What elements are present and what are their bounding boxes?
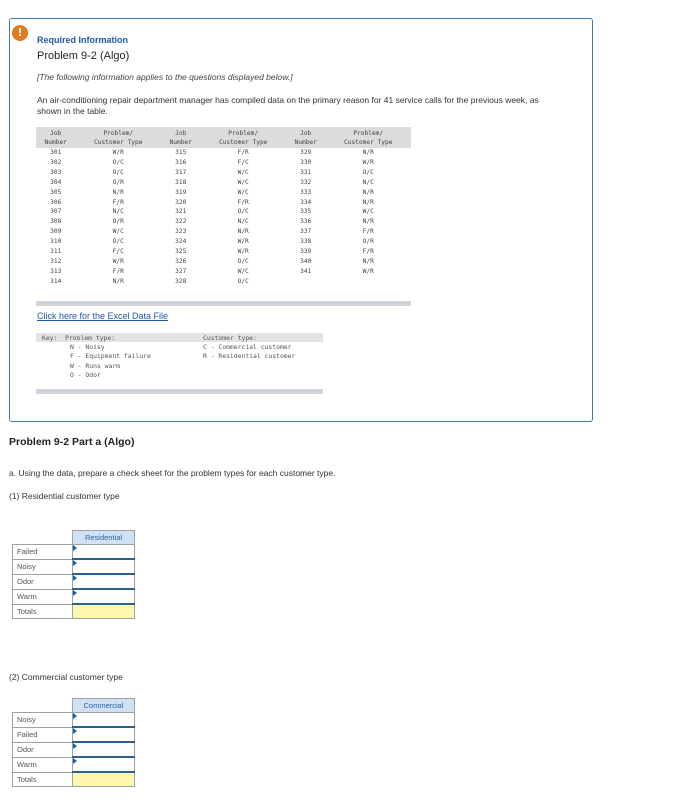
problem-customer-cell: N/R [362,188,374,196]
row-label-failed: Failed [13,727,73,742]
job-number-cell: 319 [175,188,187,196]
problem-customer-cell: N/R [362,257,374,265]
residential-totals-cell [73,604,135,619]
excel-data-file-link[interactable]: Click here for the Excel Data File [37,311,169,321]
service-calls-table-panel [36,127,411,297]
job-number-cell: 302 [50,158,62,166]
job-number-cell: 331 [300,168,312,176]
problem-customer-cell: O/C [362,168,374,176]
job-number-cell: 323 [175,228,187,236]
table-row [13,604,135,619]
table-row [36,267,411,277]
key-customer-residential: R - Residential customer [203,352,296,360]
job-number-cell: 305 [50,188,62,196]
residential-check-sheet [12,530,135,619]
job-number-cell: 304 [50,178,62,186]
job-number-cell: 335 [300,208,312,216]
table-row [36,217,411,227]
col-header: Job Number [36,127,75,148]
row-label-totals: Totals [13,772,73,787]
job-number-cell: 321 [175,208,187,216]
row-label-noisy: Noisy [13,559,73,574]
applies-note: [The following information applies to the questions displayed below.] [37,72,293,82]
table-row [36,277,411,287]
table-row [13,559,135,574]
key-problem-heading: Key: Problem type: [42,334,116,342]
problem-customer-cell: W/R [237,248,249,256]
table-row [36,198,411,208]
problem-customer-cell: W/R [362,267,374,275]
table-row [36,257,411,267]
job-number-cell: 307 [50,208,62,216]
problem-customer-cell: F/R [362,248,374,256]
problem-title: Problem 9-2 (Algo) [37,50,130,62]
job-number-cell [286,277,325,287]
job-number-cell: 303 [50,168,62,176]
job-number-cell: 337 [300,228,312,236]
job-number-cell: 322 [175,218,187,226]
problem-customer-cell [325,277,411,287]
problem-customer-cell: W/C [237,267,249,275]
problem-customer-cell: O/C [112,158,124,166]
job-number-cell: 325 [175,248,187,256]
problem-customer-cell: N/R [362,218,374,226]
problem-customer-cell: W/R [362,158,374,166]
job-number-cell: 330 [300,158,312,166]
job-number-cell: 334 [300,198,312,206]
commercial-failed-input[interactable] [73,727,135,742]
job-number-cell: 332 [300,178,312,186]
job-number-cell: 333 [300,188,312,196]
job-number-cell: 336 [300,218,312,226]
table-row [13,589,135,604]
part-title: Problem 9-2 Part a (Algo) [9,436,135,448]
job-number-cell: 328 [175,277,187,285]
job-number-cell: 324 [175,238,187,246]
job-number-cell: 312 [50,257,62,265]
commercial-header: Commercial [73,699,135,713]
table-row [36,188,411,198]
table-row [36,207,411,217]
row-label-warm: Warm [13,757,73,772]
problem-customer-cell: W/R [112,149,124,156]
residential-odor-input[interactable] [73,574,135,589]
sheet-header-row [13,531,135,545]
problem-customer-cell: W/C [237,168,249,176]
commercial-odor-input[interactable] [73,742,135,757]
job-number-cell: 311 [50,248,62,256]
job-number-cell: 313 [50,267,62,275]
table-row [36,227,411,237]
problem-customer-cell: O/R [112,218,124,226]
job-number-cell: 315 [175,149,187,156]
key-problem-failure: F - Equipment failure [70,352,151,360]
table-row [13,574,135,589]
row-label-odor: Odor [13,742,73,757]
key-footer-bar [36,389,323,394]
problem-customer-cell: W/R [237,238,249,246]
problem-customer-cell: O/C [237,277,249,285]
job-number-cell: 301 [50,149,62,156]
problem-customer-cell: O/C [112,238,124,246]
problem-customer-cell: F/R [112,198,124,206]
job-number-cell: 318 [175,178,187,186]
problem-customer-cell: W/C [237,178,249,186]
col-header: Job Number [161,127,200,148]
problem-customer-cell: N/C [362,178,374,186]
table-row [13,727,135,742]
table-row [13,545,135,560]
problem-customer-cell: O/R [362,238,374,246]
table-row [36,237,411,247]
job-number-cell: 339 [300,248,312,256]
job-number-cell: 338 [300,238,312,246]
problem-customer-cell: N/C [237,218,249,226]
col-header: Job Number [286,127,325,148]
problem-customer-cell: F/R [237,198,249,206]
job-number-cell: 317 [175,168,187,176]
table-row [13,742,135,757]
table-row [36,168,411,178]
problem-customer-cell: O/C [112,168,124,176]
table-row [13,772,135,787]
problem-customer-cell: O/R [112,178,124,186]
col-header: Problem/ Customer Type [325,127,411,148]
residential-failed-input[interactable] [73,545,135,560]
col-header: Problem/ Customer Type [200,127,286,148]
table-row [36,158,411,168]
row-label-failed: Failed [13,545,73,560]
key-panel [36,333,323,389]
job-number-cell: 310 [50,238,62,246]
problem-customer-cell: N/R [362,198,374,206]
intro-text: An air-conditioning repair department manager has compiled data on the primary reason for 41 service calls for the previous week, as shown in the table. [37,95,539,116]
table-row [36,148,411,158]
sheet-header-row [13,699,135,713]
table-row [13,713,135,728]
problem-customer-cell: N/R [112,277,124,285]
problem-customer-cell: W/C [362,208,374,216]
row-label-warm: Warm [13,589,73,604]
problem-customer-cell: F/C [237,158,249,166]
table-row [13,757,135,772]
problem-customer-cell: N/R [237,228,249,236]
problem-customer-cell: W/R [112,257,124,265]
key-problem-warm: W - Runs warm [70,362,121,370]
residential-noisy-input[interactable] [73,559,135,574]
job-number-cell: 306 [50,198,62,206]
key-problem-odor: O - Odor [70,371,101,379]
required-information-heading: Required Information [37,35,129,45]
job-number-cell: 329 [300,149,312,156]
residential-header: Residential [73,531,135,545]
row-label-noisy: Noisy [13,713,73,728]
commercial-totals-cell [73,772,135,787]
problem-customer-cell: F/R [237,149,249,156]
alert-icon: ! [12,25,28,41]
key-customer-commercial: C - Commercial customer [203,343,292,351]
job-number-cell: 327 [175,267,187,275]
question-text: a. Using the data, prepare a check sheet for the problem types for each customer type. [9,468,336,478]
problem-customer-cell: N/R [362,149,374,156]
residential-warm-input[interactable] [73,589,135,604]
problem-customer-cell: W/C [112,228,124,236]
job-number-cell: 340 [300,257,312,265]
problem-customer-cell: O/C [237,208,249,216]
job-number-cell: 341 [300,267,312,275]
problem-customer-cell: F/R [362,228,374,236]
problem-customer-cell: N/C [112,208,124,216]
commercial-warm-input[interactable] [73,757,135,772]
job-number-cell: 320 [175,198,187,206]
row-label-totals: Totals [13,604,73,619]
problem-customer-cell: O/C [237,257,249,265]
key-problem-noisy: N - Noisy [70,343,105,351]
residential-subtitle: (1) Residential customer type [9,491,120,501]
row-label-odor: Odor [13,574,73,589]
col-header: Problem/ Customer Type [75,127,161,148]
required-information-panel [9,18,593,422]
table-row [36,178,411,188]
key-customer-heading: Customer type: [203,334,257,342]
problem-customer-cell: W/C [237,188,249,196]
table-row [36,247,411,257]
commercial-noisy-input[interactable] [73,713,135,728]
job-number-cell: 308 [50,218,62,226]
problem-customer-cell: F/R [112,267,124,275]
job-number-cell: 309 [50,228,62,236]
service-calls-table [36,127,411,287]
problem-customer-cell: N/R [112,188,124,196]
commercial-check-sheet [12,698,135,787]
job-number-cell: 314 [50,277,62,285]
commercial-subtitle: (2) Commercial customer type [9,672,123,682]
table-footer-bar [36,301,411,306]
job-number-cell: 326 [175,257,187,265]
table-header-row [36,127,411,148]
problem-customer-cell: F/C [112,248,124,256]
job-number-cell: 316 [175,158,187,166]
